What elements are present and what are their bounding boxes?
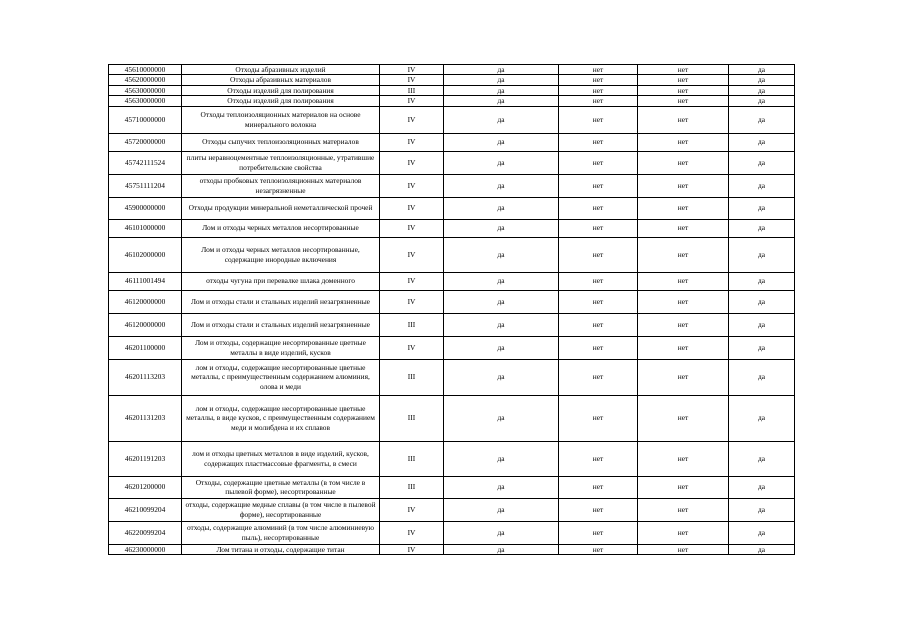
col7-cell: да	[729, 197, 795, 219]
col4-cell: да	[444, 290, 559, 313]
name-cell: плиты неравноцементные теплоизоляционные, утратившие потребительские свойства	[182, 151, 380, 174]
hazard-class-cell: III	[380, 85, 444, 95]
col5-cell: нет	[559, 75, 638, 85]
col6-cell: нет	[638, 336, 729, 359]
code-cell: 46201191203	[109, 441, 182, 476]
col5-cell: нет	[559, 272, 638, 290]
hazard-class-cell: IV	[380, 96, 444, 106]
hazard-class-cell: IV	[380, 498, 444, 521]
table-row	[109, 237, 795, 272]
code-cell: 46111001494	[109, 272, 182, 290]
col7-cell: да	[729, 272, 795, 290]
name-cell: Отходы абразивных материалов	[182, 75, 380, 85]
col5-cell: нет	[559, 85, 638, 95]
col6-cell: нет	[638, 197, 729, 219]
col4-cell: да	[444, 272, 559, 290]
code-cell: 46201100000	[109, 336, 182, 359]
name-cell: лом и отходы, содержащие несортированные цветные металлы, с преимущественным содержанием алюминия, олова и меди	[182, 359, 380, 395]
table-row	[109, 521, 795, 544]
name-cell: Лом и отходы, содержащие несортированные цветные металлы в виде изделий, кусков	[182, 336, 380, 359]
col4-cell: да	[444, 521, 559, 544]
col5-cell: нет	[559, 133, 638, 151]
col5-cell: нет	[559, 336, 638, 359]
table-row	[109, 290, 795, 313]
code-cell: 45630000000	[109, 96, 182, 106]
col6-cell: нет	[638, 237, 729, 272]
hazard-class-cell: IV	[380, 106, 444, 133]
code-cell: 46120000000	[109, 290, 182, 313]
name-cell: отходы, содержащие медные сплавы (в том числе в пылевой форме), несортированные	[182, 498, 380, 521]
table-row	[109, 313, 795, 336]
col5-cell: нет	[559, 395, 638, 441]
code-cell: 45610000000	[109, 65, 182, 75]
waste-table	[108, 64, 795, 555]
col7-cell: да	[729, 359, 795, 395]
code-cell: 45742111524	[109, 151, 182, 174]
table-row	[109, 75, 795, 85]
name-cell: Лом и отходы стали и стальных изделий незагрязненные	[182, 290, 380, 313]
col6-cell: нет	[638, 313, 729, 336]
col6-cell: нет	[638, 133, 729, 151]
col4-cell: да	[444, 75, 559, 85]
col5-cell: нет	[559, 96, 638, 106]
col5-cell: нет	[559, 106, 638, 133]
code-cell: 46201113203	[109, 359, 182, 395]
col7-cell: да	[729, 476, 795, 498]
col4-cell: да	[444, 85, 559, 95]
col4-cell: да	[444, 336, 559, 359]
col6-cell: нет	[638, 441, 729, 476]
hazard-class-cell: IV	[380, 237, 444, 272]
name-cell: Лом и отходы черных металлов несортированные, содержащие инородные включения	[182, 237, 380, 272]
hazard-class-cell: IV	[380, 133, 444, 151]
col5-cell: нет	[559, 151, 638, 174]
table-row	[109, 65, 795, 75]
col7-cell: да	[729, 237, 795, 272]
col4-cell: да	[444, 106, 559, 133]
table-row	[109, 151, 795, 174]
hazard-class-cell: III	[380, 313, 444, 336]
code-cell: 45751111204	[109, 174, 182, 197]
name-cell: Отходы продукции минеральной неметаллической прочей	[182, 197, 380, 219]
col6-cell: нет	[638, 151, 729, 174]
table-row	[109, 336, 795, 359]
col4-cell: да	[444, 151, 559, 174]
col4-cell: да	[444, 65, 559, 75]
col6-cell: нет	[638, 75, 729, 85]
col7-cell: да	[729, 521, 795, 544]
code-cell: 46201200000	[109, 476, 182, 498]
hazard-class-cell: IV	[380, 219, 444, 237]
col4-cell: да	[444, 441, 559, 476]
col4-cell: да	[444, 544, 559, 554]
code-cell: 46210099204	[109, 498, 182, 521]
col7-cell: да	[729, 219, 795, 237]
col6-cell: нет	[638, 544, 729, 554]
col6-cell: нет	[638, 96, 729, 106]
table-row	[109, 498, 795, 521]
name-cell: Отходы абразивных изделий	[182, 65, 380, 75]
table-row	[109, 96, 795, 106]
col7-cell: да	[729, 544, 795, 554]
name-cell: отходы чугуна при перевалке шлака доменного	[182, 272, 380, 290]
col4-cell: да	[444, 96, 559, 106]
hazard-class-cell: IV	[380, 521, 444, 544]
col4-cell: да	[444, 219, 559, 237]
table-row	[109, 174, 795, 197]
col5-cell: нет	[559, 65, 638, 75]
table-row	[109, 359, 795, 395]
table-row	[109, 476, 795, 498]
col7-cell: да	[729, 174, 795, 197]
col6-cell: нет	[638, 395, 729, 441]
col5-cell: нет	[559, 521, 638, 544]
col7-cell: да	[729, 336, 795, 359]
col7-cell: да	[729, 395, 795, 441]
col5-cell: нет	[559, 290, 638, 313]
col4-cell: да	[444, 313, 559, 336]
table-row	[109, 85, 795, 95]
code-cell: 46101000000	[109, 219, 182, 237]
col7-cell: да	[729, 106, 795, 133]
col6-cell: нет	[638, 219, 729, 237]
col5-cell: нет	[559, 174, 638, 197]
col5-cell: нет	[559, 476, 638, 498]
hazard-class-cell: IV	[380, 290, 444, 313]
col7-cell: да	[729, 75, 795, 85]
name-cell: отходы пробковых теплоизоляционных материалов незагрязненные	[182, 174, 380, 197]
col7-cell: да	[729, 85, 795, 95]
col4-cell: да	[444, 395, 559, 441]
document-page	[108, 64, 794, 555]
col6-cell: нет	[638, 85, 729, 95]
hazard-class-cell: IV	[380, 151, 444, 174]
hazard-class-cell: IV	[380, 336, 444, 359]
col5-cell: нет	[559, 219, 638, 237]
code-cell: 46120000000	[109, 313, 182, 336]
col7-cell: да	[729, 290, 795, 313]
hazard-class-cell: III	[380, 395, 444, 441]
code-cell: 45710000000	[109, 106, 182, 133]
name-cell: Лом и отходы черных металлов несортированные	[182, 219, 380, 237]
col5-cell: нет	[559, 498, 638, 521]
col6-cell: нет	[638, 65, 729, 75]
hazard-class-cell: III	[380, 441, 444, 476]
name-cell: лом и отходы, содержащие несортированные цветные металлы, в виде кусков, с преимущественным содержанием меди и молибдена и их сплавов	[182, 395, 380, 441]
hazard-class-cell: IV	[380, 174, 444, 197]
col7-cell: да	[729, 96, 795, 106]
name-cell: Лом титана и отходы, содержащие титан	[182, 544, 380, 554]
name-cell: отходы, содержащие алюминий (в том числе алюминиевую пыль), несортированные	[182, 521, 380, 544]
col4-cell: да	[444, 237, 559, 272]
col4-cell: да	[444, 197, 559, 219]
col5-cell: нет	[559, 544, 638, 554]
table-row	[109, 197, 795, 219]
code-cell: 46201131203	[109, 395, 182, 441]
name-cell: Отходы сыпучих теплоизоляционных материалов	[182, 133, 380, 151]
table-row	[109, 272, 795, 290]
table-row	[109, 441, 795, 476]
col5-cell: нет	[559, 197, 638, 219]
col7-cell: да	[729, 151, 795, 174]
name-cell: лом и отходы цветных металлов в виде изделий, кусков, содержащих пластмассовые фрагменты, в смеси	[182, 441, 380, 476]
col6-cell: нет	[638, 174, 729, 197]
table-row	[109, 133, 795, 151]
hazard-class-cell: IV	[380, 75, 444, 85]
name-cell: Отходы, содержащие цветные металлы (в том числе в пылевой форме), несортированные	[182, 476, 380, 498]
code-cell: 46220099204	[109, 521, 182, 544]
col6-cell: нет	[638, 290, 729, 313]
table-row	[109, 395, 795, 441]
col6-cell: нет	[638, 521, 729, 544]
col5-cell: нет	[559, 313, 638, 336]
hazard-class-cell: IV	[380, 544, 444, 554]
code-cell: 45630000000	[109, 85, 182, 95]
col5-cell: нет	[559, 441, 638, 476]
table-row	[109, 544, 795, 554]
code-cell: 45620000000	[109, 75, 182, 85]
col5-cell: нет	[559, 359, 638, 395]
col6-cell: нет	[638, 498, 729, 521]
col7-cell: да	[729, 133, 795, 151]
name-cell: Отходы изделий для полирования	[182, 96, 380, 106]
hazard-class-cell: III	[380, 476, 444, 498]
col4-cell: да	[444, 359, 559, 395]
hazard-class-cell: IV	[380, 65, 444, 75]
table-row	[109, 219, 795, 237]
code-cell: 45900000000	[109, 197, 182, 219]
hazard-class-cell: IV	[380, 272, 444, 290]
table-body	[109, 65, 795, 555]
col7-cell: да	[729, 498, 795, 521]
col6-cell: нет	[638, 359, 729, 395]
table-row	[109, 106, 795, 133]
hazard-class-cell: IV	[380, 197, 444, 219]
col4-cell: да	[444, 174, 559, 197]
col6-cell: нет	[638, 106, 729, 133]
code-cell: 46102000000	[109, 237, 182, 272]
col7-cell: да	[729, 441, 795, 476]
col6-cell: нет	[638, 476, 729, 498]
name-cell: Лом и отходы стали и стальных изделий незагрязненные	[182, 313, 380, 336]
code-cell: 45720000000	[109, 133, 182, 151]
col5-cell: нет	[559, 237, 638, 272]
col4-cell: да	[444, 498, 559, 521]
name-cell: Отходы теплоизоляционных материалов на основе минерального волокна	[182, 106, 380, 133]
col7-cell: да	[729, 65, 795, 75]
hazard-class-cell: III	[380, 359, 444, 395]
col4-cell: да	[444, 476, 559, 498]
col7-cell: да	[729, 313, 795, 336]
col6-cell: нет	[638, 272, 729, 290]
code-cell: 46230000000	[109, 544, 182, 554]
col4-cell: да	[444, 133, 559, 151]
name-cell: Отходы изделий для полирования	[182, 85, 380, 95]
